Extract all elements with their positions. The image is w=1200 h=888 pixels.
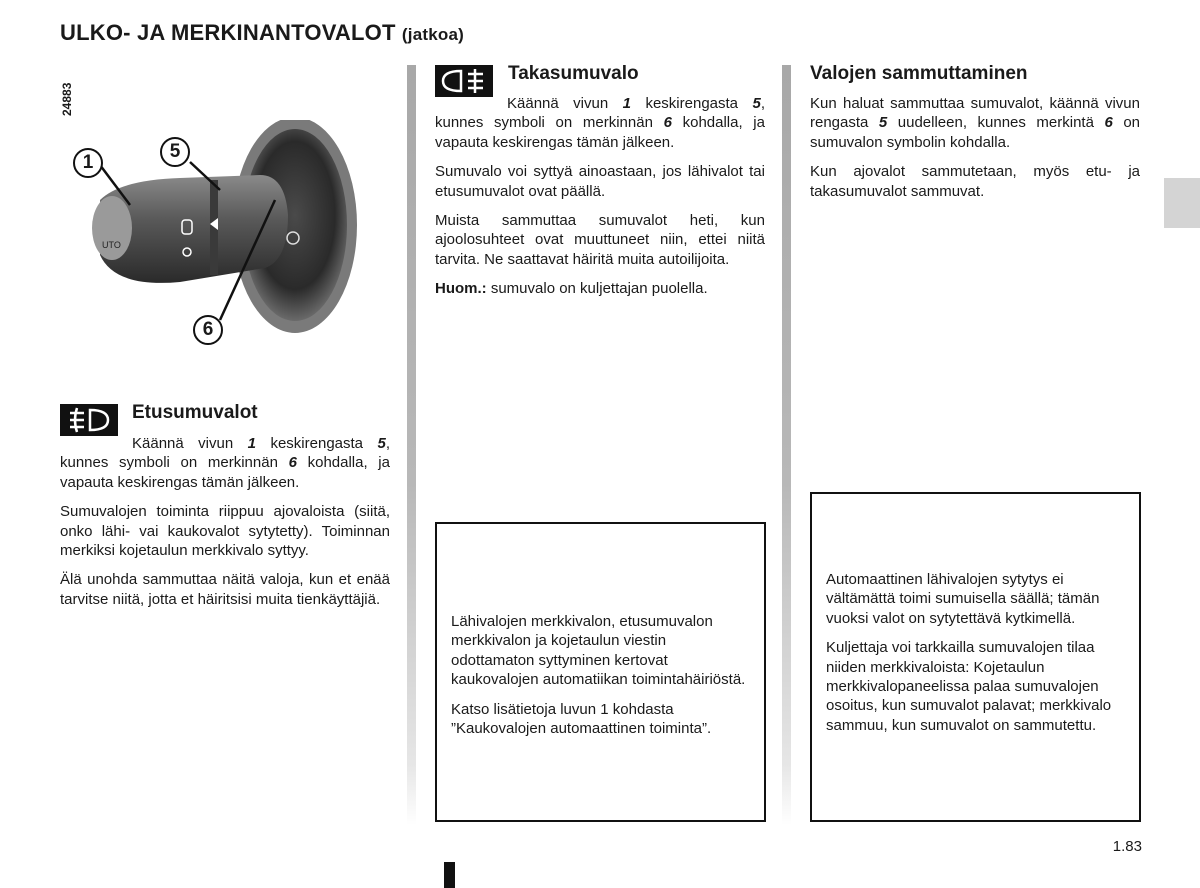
paragraph: Kuljettaja voi tarkkailla sumuvalojen tilaa niiden merkkivaloista: Kojetaulun merkkivalopaneelissa palaa sumuvalojen osoitus, kun sumuvalot palavat; merkkivalo sammuu, kun sumuvalot on sammutettu. — [826, 639, 1112, 734]
paragraph: Älä unohda sammuttaa näitä valoja, kun et enää tarvitse niitä, jotta et häiritsisi muita tienkäyttäjiä. — [60, 571, 390, 608]
note-paragraph — [435, 279, 765, 298]
paragraph: Muista sammuttaa sumuvalot heti, kun ajoolosuhteet ovat muuttuneet niin, ettei niitä tarvita. Ne saattavat häiritä muita autoilijoita. — [435, 212, 765, 268]
rear-fog-light-icon — [435, 65, 493, 97]
text-fragment: Käännä vivun — [507, 95, 623, 112]
text-fragment: , kunnes symboli on merkinnän — [435, 95, 765, 132]
paragraph — [435, 94, 765, 152]
text-fragment: Kun haluat sammuttaa sumuvalot, käännä vivun rengasta — [810, 95, 1140, 132]
info-box-middle — [435, 522, 766, 822]
section-front-fog-body — [60, 434, 390, 619]
front-fog-light-icon — [60, 404, 118, 436]
text-fragment: keskirengasta — [631, 95, 753, 112]
text-fragment: kohdalla, ja vapauta keskirengas tämän jälkeen. — [435, 114, 765, 151]
text-fragment: , kunnes symboli on merkinnän — [60, 435, 390, 472]
page-edge-marker — [444, 862, 455, 888]
column-divider — [782, 65, 791, 825]
note-label: Huom.: — [435, 280, 487, 298]
paragraph: Sumuvalo voi syttyä ainoastaan, jos lähivalot tai etusumuvalot ovat päällä. — [435, 163, 765, 200]
paragraph: Sumuvalojen toiminta riippuu ajovaloista (siitä, onko lähi- vai kaukovalot sytytetty). Toiminnan merkiksi kojetaulun merkkivalo syttyy. — [60, 503, 390, 560]
note-text: sumuvalo on kuljettajan puolella. — [486, 280, 708, 298]
section-heading-front-fog: Etusumuvalot — [132, 402, 258, 423]
ref-number: 6 — [663, 114, 672, 132]
page-title-main: ULKO- JA MERKINANTOVALOT — [60, 20, 396, 45]
light-stalk-drawing — [60, 120, 390, 350]
callout-5: 5 — [160, 137, 190, 167]
text-fragment: on sumuvalon symbolin kohdalla. — [810, 114, 1141, 151]
ref-number: 1 — [622, 95, 631, 112]
svg-text:UTO: UTO — [102, 240, 121, 250]
page-title-suffix: (jatkoa) — [401, 25, 464, 44]
ref-number: 5 — [878, 114, 888, 132]
paragraph — [810, 94, 1140, 152]
paragraph: Lähivalojen merkkivalon, etusumuvalon merkkivalon ja kojetaulun viestin odottamaton syttyminen kertovat kaukovalojen automatiikan toimintahäiriöstä. — [451, 613, 746, 689]
ref-number: 1 — [247, 435, 256, 452]
section-heading-rear-fog: Takasumuvalo — [508, 63, 639, 84]
chapter-tab — [1164, 178, 1200, 228]
light-stalk-illustration — [60, 120, 390, 350]
ref-number: 5 — [752, 95, 761, 112]
ref-number: 6 — [288, 454, 297, 472]
text-fragment: keskirengasta — [256, 435, 378, 452]
text-fragment: kohdalla, ja vapauta keskirengas tämän jälkeen. — [60, 454, 390, 491]
section-heading-lights-off: Valojen sammuttaminen — [810, 63, 1028, 84]
page-number: 1.83 — [1112, 838, 1142, 855]
paragraph: Katso lisätietoja luvun 1 kohdasta ”Kaukovalojen automaattinen toiminta”. — [451, 700, 712, 738]
section-lights-off-body — [810, 94, 1140, 211]
ref-number: 5 — [377, 435, 386, 452]
paragraph — [60, 434, 390, 492]
section-rear-fog-body — [435, 94, 765, 309]
stalk-end-cap — [92, 196, 132, 260]
text-fragment: Käännä vivun — [132, 435, 248, 452]
paragraph: Kun ajovalot sammutetaan, myös etu- ja takasumuvalot sammuvat. — [810, 163, 1140, 200]
callout-1: 1 — [73, 148, 103, 178]
info-box-right — [810, 492, 1141, 822]
column-divider — [407, 65, 416, 825]
callout-6: 6 — [193, 315, 223, 345]
figure-code: 24883 — [60, 82, 74, 116]
ref-number: 6 — [1104, 114, 1113, 132]
page-title — [60, 20, 464, 46]
paragraph: Automaattinen lähivalojen sytytys ei vältämättä toimi sumuisella säällä; tämän vuoksi valot on sytytettävä kytkimellä. — [826, 571, 1100, 627]
text-fragment: uudelleen, kunnes merkintä — [887, 114, 1105, 132]
